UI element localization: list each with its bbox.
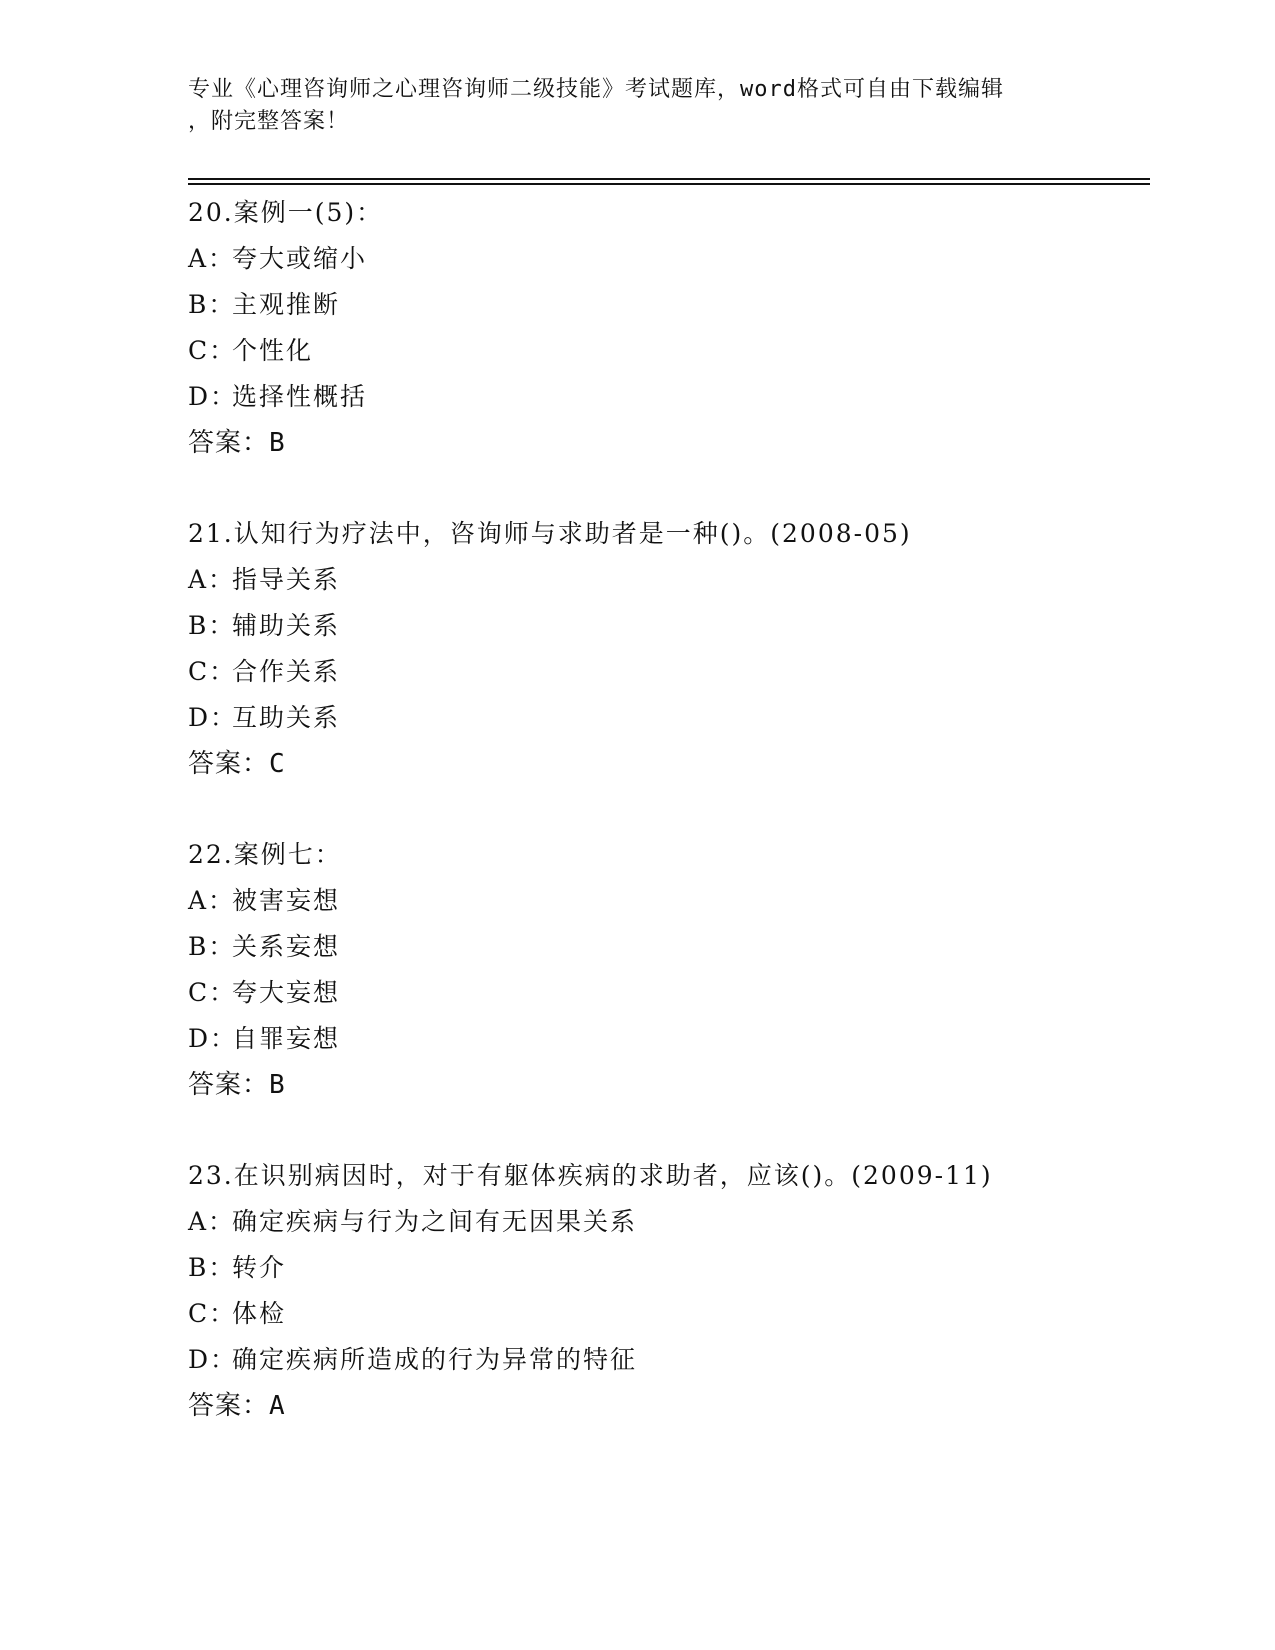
option-text: 夸大妄想 <box>232 978 341 1007</box>
option-text: 合作关系 <box>232 657 341 686</box>
option-key: C： <box>188 336 237 365</box>
option-d <box>188 1337 1148 1383</box>
option-text: 体检 <box>232 1299 287 1328</box>
option-key: C： <box>188 1299 237 1328</box>
question-stem: 20.案例一(5)： <box>188 198 384 227</box>
question-stem: 22.案例七： <box>188 840 342 869</box>
question-stem: 21.认知行为疗法中，咨询师与求助者是一种()。(2008-05) <box>188 519 912 548</box>
answer-line: 答案：C <box>188 749 286 779</box>
option-a <box>188 236 1148 282</box>
question-23 <box>188 1153 1148 1429</box>
option-text: 主观推断 <box>232 290 341 319</box>
option-b <box>188 282 1148 328</box>
answer-line: 答案：B <box>188 428 286 458</box>
option-text: 自罪妄想 <box>232 1024 341 1053</box>
question-21 <box>188 511 1148 787</box>
option-key: A： <box>188 244 236 273</box>
option-text: 辅助关系 <box>232 611 341 640</box>
option-key: B： <box>188 932 236 961</box>
option-text: 选择性概括 <box>232 382 368 411</box>
option-text: 确定疾病所造成的行为异常的特征 <box>232 1345 638 1374</box>
option-b <box>188 924 1148 970</box>
option-key: B： <box>188 290 236 319</box>
option-key: C： <box>188 978 237 1007</box>
option-c <box>188 970 1148 1016</box>
option-key: D： <box>188 382 238 411</box>
option-d <box>188 374 1148 420</box>
option-key: D： <box>188 703 238 732</box>
question-22 <box>188 832 1148 1108</box>
option-a <box>188 878 1148 924</box>
question-stem: 23.在识别病因时，对于有躯体疾病的求助者，应该()。(2009-11) <box>188 1161 993 1190</box>
option-key: D： <box>188 1024 238 1053</box>
option-text: 确定疾病与行为之间有无因果关系 <box>232 1207 638 1236</box>
option-text: 互助关系 <box>232 703 341 732</box>
option-b <box>188 603 1148 649</box>
header-line-2: ，附完整答案！ <box>188 109 350 134</box>
option-text: 关系妄想 <box>232 932 341 961</box>
option-c <box>188 328 1148 374</box>
option-d <box>188 1016 1148 1062</box>
header-line-1: 专业《心理咨询师之心理咨询师二级技能》考试题库，word格式可自由下载编辑 <box>188 77 1004 102</box>
document-header <box>188 74 1088 138</box>
answer-line: 答案：A <box>188 1391 286 1421</box>
question-list <box>188 190 1148 1474</box>
header-divider-bottom <box>188 183 1150 185</box>
option-d <box>188 695 1148 741</box>
option-c <box>188 1291 1148 1337</box>
option-key: B： <box>188 1253 236 1282</box>
option-text: 被害妄想 <box>232 886 341 915</box>
option-a <box>188 557 1148 603</box>
option-c <box>188 649 1148 695</box>
option-text: 指导关系 <box>232 565 341 594</box>
option-key: D： <box>188 1345 238 1374</box>
option-text: 个性化 <box>232 336 314 365</box>
option-key: A： <box>188 565 236 594</box>
option-key: B： <box>188 611 236 640</box>
question-20 <box>188 190 1148 466</box>
option-key: A： <box>188 1207 236 1236</box>
option-text: 转介 <box>232 1253 287 1282</box>
answer-line: 答案：B <box>188 1070 286 1100</box>
header-divider-top <box>188 178 1150 180</box>
option-b <box>188 1245 1148 1291</box>
option-a <box>188 1199 1148 1245</box>
option-key: C： <box>188 657 237 686</box>
option-text: 夸大或缩小 <box>232 244 368 273</box>
option-key: A： <box>188 886 236 915</box>
